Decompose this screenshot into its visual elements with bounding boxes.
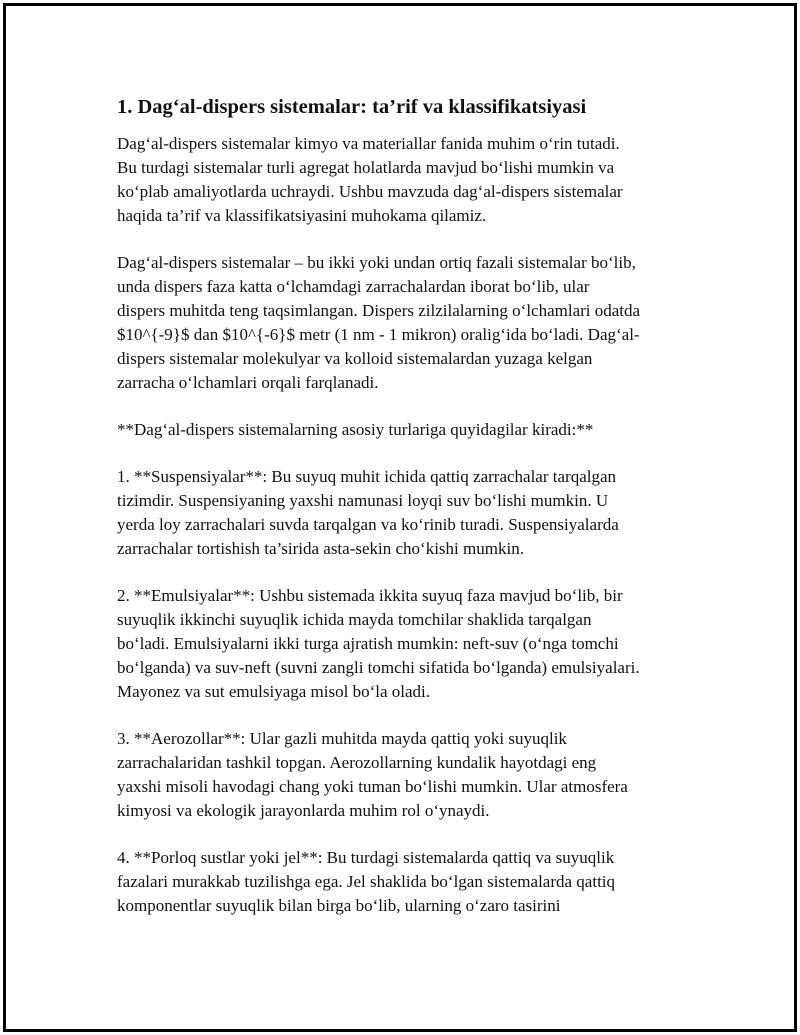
text-line: komponentlar suyuqlik bilan birga bo‘lib, ularning o‘zaro tasirini — [117, 896, 561, 915]
paragraph-definition — [117, 251, 697, 395]
text-line: zarracha o‘lchamlari orqali farqlanadi. — [117, 373, 379, 392]
paragraph-emulsions — [117, 584, 697, 704]
paragraph-aerosols — [117, 727, 697, 823]
text-line: haqida ta’rif va klassifikatsiyasini muhokama qilamiz. — [117, 206, 487, 225]
text-line: bo‘ladi. Emulsiyalarni ikki turga ajratish mumkin: neft-suv (o‘nga tomchi — [117, 634, 619, 653]
document-title: 1. Dag‘al-dispers sistemalar: ta’rif va klassifikatsiyasi — [117, 96, 587, 118]
text-line: Dag‘al-dispers sistemalar kimyo va materiallar fanida muhim o‘rin tutadi. — [117, 134, 620, 153]
text-line: ko‘plab amaliyotlarda uchraydi. Ushbu mavzuda dag‘al-dispers sistemalar — [117, 182, 623, 201]
text-line: $10^{-9}$ dan $10^{-6}$ metr (1 nm - 1 mikron) oralig‘ida bo‘ladi. Dag‘al- — [117, 325, 640, 344]
text-line: tizimdir. Suspensiyaning yaxshi namunasi loyqi suv bo‘lishi mumkin. U — [117, 491, 609, 510]
text-line: yaxshi misoli havodagi chang yoki tuman bo‘lishi mumkin. Ular atmosfera — [117, 777, 628, 796]
text-line: unda dispers faza katta o‘lchamdagi zarrachalardan iborat bo‘lib, ular — [117, 277, 590, 296]
text-line: Dag‘al-dispers sistemalar – bu ikki yoki undan ortiq fazali sistemalar bo‘lib, — [117, 253, 636, 272]
text-line: yerda loy zarrachalari suvda tarqalgan va ko‘rinib turadi. Suspensiyalarda — [117, 515, 619, 534]
text-line: suyuqlik ikkinchi suyuqlik ichida mayda tomchilar shaklida tarqalgan — [117, 610, 592, 629]
text-line: Bu turdagi sistemalar turli agregat holatlarda mavjud bo‘lishi mumkin va — [117, 158, 615, 177]
text-line: 3. **Aerozollar**: Ular gazli muhitda mayda qattiq yoki suyuqlik — [117, 729, 567, 748]
text-line: zarrachalaridan tashkil topgan. Aerozollarning kundalik hayotdagi eng — [117, 753, 597, 772]
text-line: 2. **Emulsiyalar**: Ushbu sistemada ikkita suyuq faza mavjud bo‘lib, bir — [117, 586, 623, 605]
paragraph-intro — [117, 132, 697, 228]
text-line: Mayonez va sut emulsiyaga misol bo‘la oladi. — [117, 682, 431, 701]
paragraph-gels — [117, 846, 697, 918]
text-line: bo‘lganda) va suv-neft (suvni zangli tomchi sifatida bo‘lganda) emulsiyalari. — [117, 658, 640, 677]
text-line: kimyosi va ekologik jarayonlarda muhim rol o‘ynaydi. — [117, 801, 490, 820]
document-body — [117, 92, 697, 941]
paragraph-suspensions — [117, 465, 697, 561]
text-line: dispers sistemalar molekulyar va kolloid sistemalardan yuzaga kelgan — [117, 349, 593, 368]
text-line: 4. **Porloq sustlar yoki jel**: Bu turdagi sistemalarda qattiq va suyuqlik — [117, 848, 615, 867]
paragraph-types-heading — [117, 418, 697, 442]
text-line: zarrachalar tortishish ta’sirida asta-sekin cho‘kishi mumkin. — [117, 539, 524, 558]
text-line: fazalari murakkab tuzilishga ega. Jel shaklida bo‘lgan sistemalarda qattiq — [117, 872, 616, 891]
text-line: 1. **Suspensiyalar**: Bu suyuq muhit ichida qattiq zarrachalar tarqalgan — [117, 467, 617, 486]
text-line: dispers muhitda teng taqsimlangan. Dispers zilzilalarning o‘lchamlari odatda — [117, 301, 641, 320]
text-line: **Dag‘al-dispers sistemalarning asosiy turlariga quyidagilar kiradi:** — [117, 420, 594, 439]
